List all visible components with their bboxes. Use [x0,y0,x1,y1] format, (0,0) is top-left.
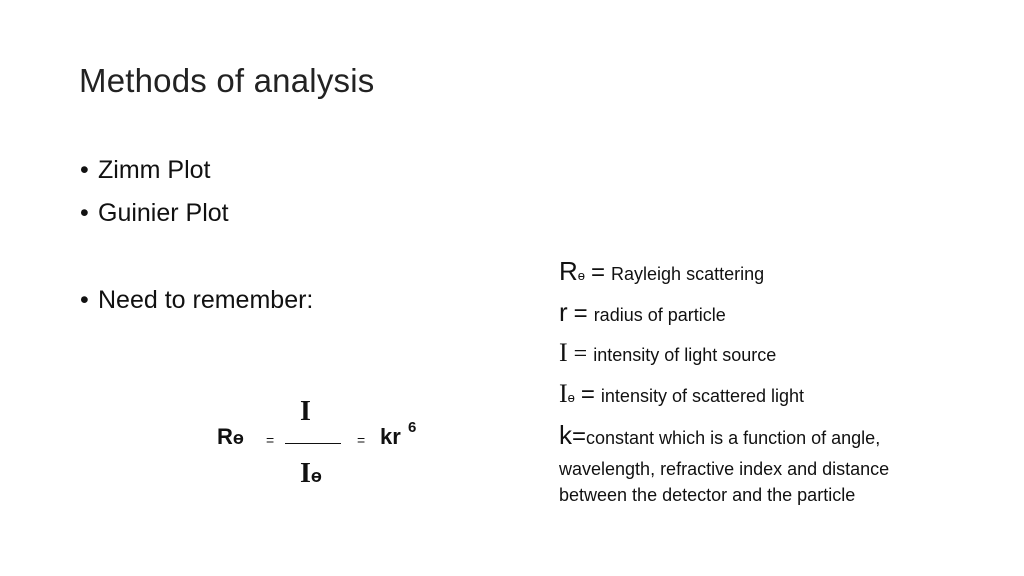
definition-equals: = [591,259,606,286]
definition-k [559,420,880,451]
formula-rhs: kr [380,424,401,449]
definition-text: constant which is a function of angle, [586,428,881,448]
bullet-text: Guinier Plot [98,199,229,227]
formula-numerator: I [300,396,311,427]
definition-text: intensity of scattered light [600,386,805,406]
definition-symbol: k [559,420,572,450]
definition-r-theta [559,256,764,287]
bullet-marker: • [80,199,89,227]
bullet-marker: • [80,286,89,314]
slide-title: Methods of analysis [79,62,375,99]
definition-symbol: r [559,297,568,327]
definition-subscript: ɵ [567,390,575,405]
formula-rhs-exponent: 6 [408,419,417,436]
definition-r [559,297,726,328]
formula-lhs-subscript: ɵ [232,428,244,448]
definition-k-continuation-1: wavelength, refractive index and distance [559,459,890,479]
bullet-item-need-to-remember [80,286,313,315]
bullet-text: Need to remember: [98,286,314,314]
bullet-item-guinier-plot [80,199,229,228]
definition-equals: = [573,300,588,327]
definition-i-theta [559,379,804,409]
definition-equals: = [572,423,587,450]
formula-denominator-symbol: I [300,458,311,489]
formula-equals-1: = [266,432,275,448]
definition-text: Rayleigh scattering [611,264,765,284]
definition-equals: = [573,341,588,367]
formula-denominator-subscript: ɵ [310,466,322,486]
definition-text: intensity of light source [593,345,777,365]
bullet-item-zimm-plot [80,156,211,185]
formula-denominator [300,458,322,490]
definition-symbol: R [559,256,578,286]
bullet-text: Zimm Plot [98,156,211,184]
formula-lhs [217,424,244,450]
definition-text: radius of particle [593,305,726,325]
definition-i [559,338,776,368]
definition-subscript: ɵ [577,268,586,283]
formula-equals-2: = [357,432,366,448]
definition-k-continuation-2: between the detector and the particle [559,485,856,505]
definition-equals: = [580,381,595,408]
fraction-bar [285,443,341,444]
formula-lhs-symbol: R [217,424,233,449]
bullet-marker: • [80,156,89,184]
definition-symbol: I [559,338,568,367]
definition-symbol: I [559,379,568,408]
